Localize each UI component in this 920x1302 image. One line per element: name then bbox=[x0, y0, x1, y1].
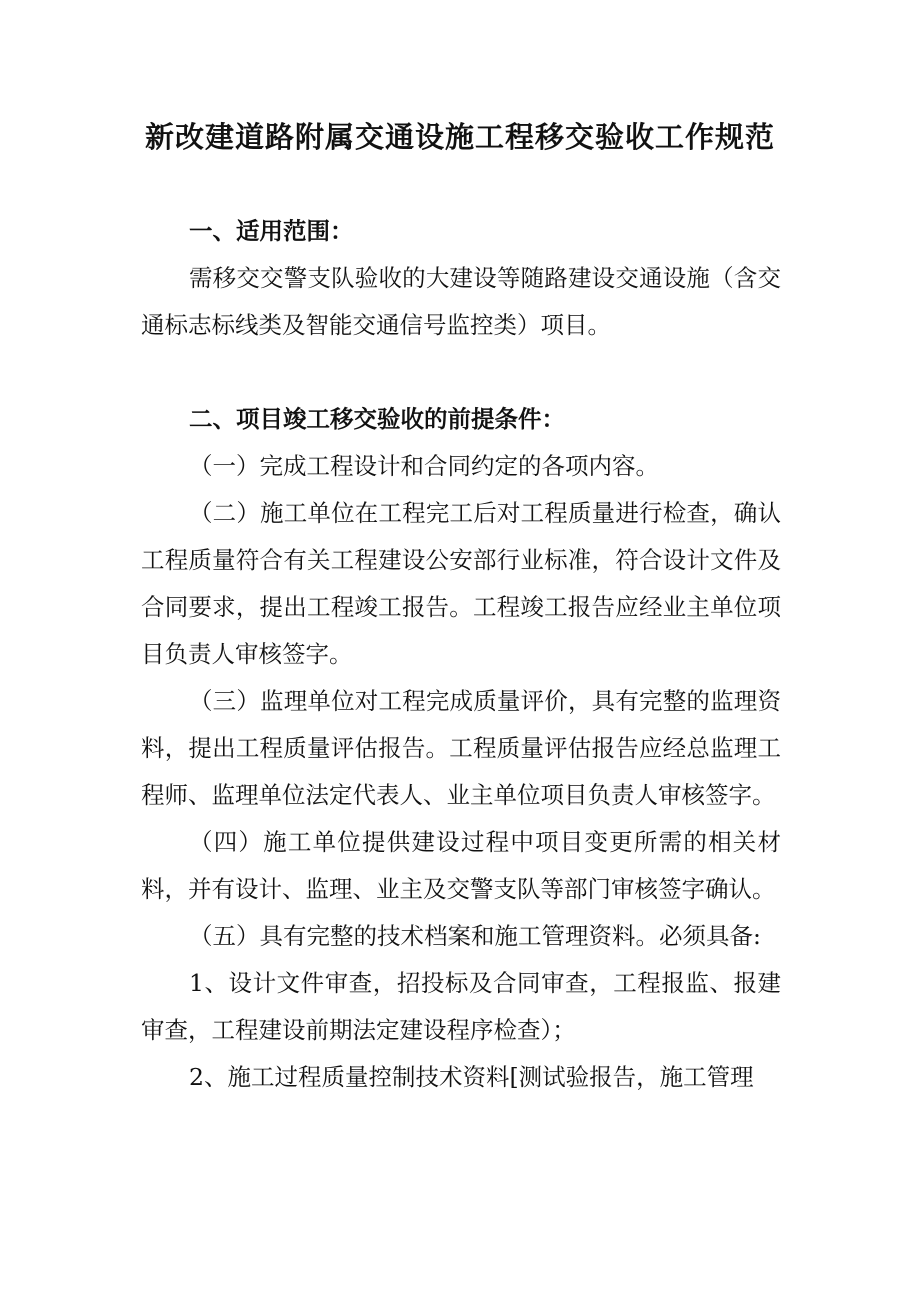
document-title: 新改建道路附属交通设施工程移交验收工作规范 bbox=[144, 120, 775, 154]
paragraph-condition-5: （五）具有完整的技术档案和施工管理资料。必须具备: bbox=[189, 922, 761, 950]
paragraph-condition-4: （四）施工单位提供建设过程中项目变更所需的相关材料，并有设计、监理、业主及交警支队等部门审核签字确认。 bbox=[141, 828, 781, 903]
paragraph-condition-2: （二）施工单位在工程完工后对工程质量进行检查，确认工程质量符合有关工程建设公安部行业标准，符合设计文件及合同要求，提出工程竣工报告。工程竣工报告应经业主单位项目负责人审核签字。 bbox=[141, 499, 781, 668]
paragraph-subitem-1: 1、设计文件审查，招投标及合同审查，工程报监、报建审查，工程建设前期法定建设程序检查）； bbox=[141, 969, 781, 1044]
section-heading-scope: 一、适用范围： bbox=[189, 217, 354, 245]
paragraph-scope: 需移交交警支队验收的大建设等随路建设交通设施（含交通标志标线类及智能交通信号监控类）项目。 bbox=[141, 264, 781, 339]
paragraph-condition-3: （三）监理单位对工程完成质量评价，具有完整的监理资料，提出工程质量评估报告。工程质量评估报告应经总监理工程师、监理单位法定代表人、业主单位项目负责人审核签字。 bbox=[141, 687, 781, 809]
paragraph-subitem-2: 2、施工过程质量控制技术资料[测试验报告，施工管理 bbox=[189, 1063, 754, 1091]
paragraph-condition-1: （一）完成工程设计和合同约定的各项内容。 bbox=[189, 452, 659, 480]
section-heading-conditions: 二、项目竣工移交验收的前提条件： bbox=[189, 405, 565, 433]
paragraph-spacer bbox=[141, 349, 781, 396]
document-body bbox=[141, 208, 781, 1101]
